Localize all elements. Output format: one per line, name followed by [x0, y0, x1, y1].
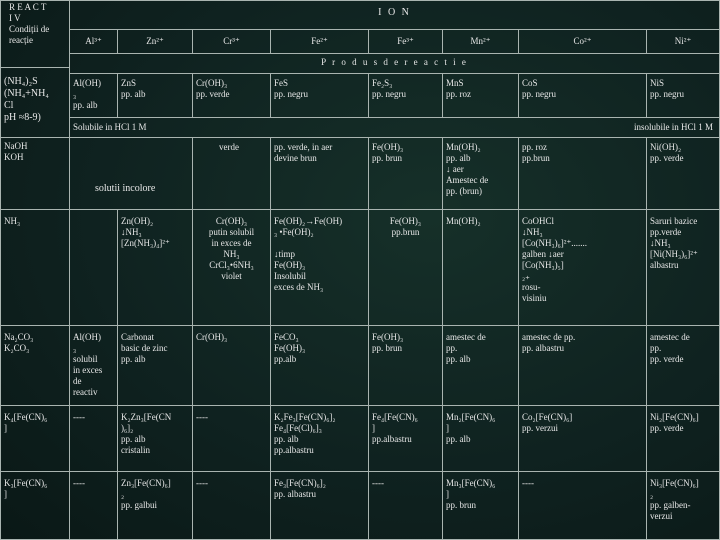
r4-ni: amestec de pp. pp. verde: [647, 326, 720, 406]
ion-cr: Cr³⁺: [193, 30, 271, 54]
r4-fe2: FeCO₃ Fe(OH)₃ pp.alb: [271, 326, 369, 406]
r5-al: ----: [70, 406, 118, 472]
r1-zn: ZnS pp. alb: [118, 74, 193, 118]
r3-ni: Saruri bazice pp.verde ↓NH₃ [Ni(NH₃)₆]²⁺ albastru: [647, 210, 720, 326]
r2-note-solutii: solutii incolore: [95, 183, 156, 194]
r3-co: CoOHCl ↓NH₃ [Co(NH₃)₆]²⁺....... galben ↓aer [Co(NH₃)₅] ₂₊ rosu- visiniu: [519, 210, 647, 326]
r4-fe3: Fe(OH)₃ pp. brun: [369, 326, 443, 406]
r5-ni: Ni₂[Fe(CN)₆] pp. verde: [647, 406, 720, 472]
r5-zn: K₂Zn₃[Fe(CN )₆]₂ pp. alb cristalin: [118, 406, 193, 472]
header-reactiv: R E A C T I V Condiții de reacție: [0, 0, 70, 68]
r3-cr: Cr(OH)₃ putin solubil in exces de NH₃ CrCl₃•6NH₃ violet: [193, 210, 271, 326]
ion-fe3: Fe³⁺: [369, 30, 443, 54]
r5-fe3: Fe₄[Fe(CN)₆ ] pp.albastru: [369, 406, 443, 472]
r1-fe3: Fe₂S₃ pp. negru: [369, 74, 443, 118]
r6-co: ----: [519, 472, 647, 540]
r3-mn: Mn(OH)₂: [443, 210, 519, 326]
r2-ni: Ni(OH)₂ pp. verde: [647, 138, 720, 210]
ion-ni: Ni²⁺: [647, 30, 720, 54]
r1-co: CoS pp. negru: [519, 74, 647, 118]
r6-cr: ----: [193, 472, 271, 540]
r6-mn: Mn₃[Fe(CN)₆ ] pp. brun: [443, 472, 519, 540]
r6-al: ----: [70, 472, 118, 540]
r4-mn: amestec de pp. pp. alb: [443, 326, 519, 406]
r1-fe2: FeS pp. negru: [271, 74, 369, 118]
r1-mn: MnS pp. roz: [443, 74, 519, 118]
r4-al: Al(OH) ₃ solubil in exces de reactiv: [70, 326, 118, 406]
r1-note-soluble: Solubile in HCl 1 M: [70, 118, 443, 138]
r1-ni: NiS pp. negru: [647, 74, 720, 118]
reagent-carbonates: Na₂CO₃ K₂CO₃: [0, 326, 70, 406]
r5-cr: ----: [193, 406, 271, 472]
r2-cr: verde: [193, 138, 271, 210]
r4-co: amestec de pp. pp. albastru: [519, 326, 647, 406]
r3-al: [70, 210, 118, 326]
r4-zn: Carbonat basic de zinc pp. alb: [118, 326, 193, 406]
ion-al: Al³⁺: [70, 30, 118, 54]
r3-zn: Zn(OH)₂ ↓NH₃ [Zn(NH₃)₄]²⁺: [118, 210, 193, 326]
ion-co: Co²⁺: [519, 30, 647, 54]
r6-ni: Ni₃[Fe(CN)₆] ₂ pp. galben- verzui: [647, 472, 720, 540]
r2-fe2: pp. verde, in aer devine brun: [271, 138, 369, 210]
r2-solutions-area: [70, 138, 193, 210]
reagent-k3-fecn6: K₃[Fe(CN)₆ ]: [0, 472, 70, 540]
r6-fe3: ----: [369, 472, 443, 540]
r1-note-insoluble: insolubile in HCl 1 M: [443, 118, 720, 138]
r2-fe3: Fe(OH)₃ pp. brun: [369, 138, 443, 210]
r5-mn: Mn₂[Fe(CN)₆ ] pp. alb: [443, 406, 519, 472]
header-produse: P r o d u s d e r e a c t i e: [70, 54, 720, 74]
r2-mn: Mn(OH)₂ pp. alb ↓ aer Amestec de pp. (brun): [443, 138, 519, 210]
ion-mn: Mn²⁺: [443, 30, 519, 54]
reagent-naoh-koh: NaOH KOH: [0, 138, 70, 210]
r6-zn: Zn₃[Fe(CN)₆] ₂ pp. galbui: [118, 472, 193, 540]
r5-co: Co₂[Fe(CN)₆] pp. verzui: [519, 406, 647, 472]
reagent-k4-fecn6: K₄[Fe(CN)₆ ]: [0, 406, 70, 472]
r6-fe2: Fe₃[Fe(CN)₆]₂ pp. albastru: [271, 472, 369, 540]
r4-cr: Cr(OH)₃: [193, 326, 271, 406]
ion-zn: Zn²⁺: [118, 30, 193, 54]
r1-cr: Cr(OH)₃ pp. verde: [193, 74, 271, 118]
header-ion: I O N: [70, 0, 720, 30]
r5-fe2: K₂Fe₃[Fe(CN)₆]₂ Fe₄[Fe(Cl)₆]₃ pp. alb pp.albastru: [271, 406, 369, 472]
reagent-nh3: NH₃: [0, 210, 70, 326]
ion-fe2: Fe²⁺: [271, 30, 369, 54]
r3-fe2: Fe(OH)₂→Fe(OH) ₃ •Fe(OH)₂ ↓timp Fe(OH)₃ Insolubil exces de NH₃: [271, 210, 369, 326]
r3-fe3: Fe(OH)₃ pp.brun: [369, 210, 443, 326]
reagent-nh4-2s: (NH₄)₂S (NH₄+NH₄ Cl pH ≈8-9): [0, 68, 70, 138]
r2-co: pp. roz pp.brun: [519, 138, 647, 210]
r1-al: Al(OH) ₃ pp. alb: [70, 74, 118, 118]
